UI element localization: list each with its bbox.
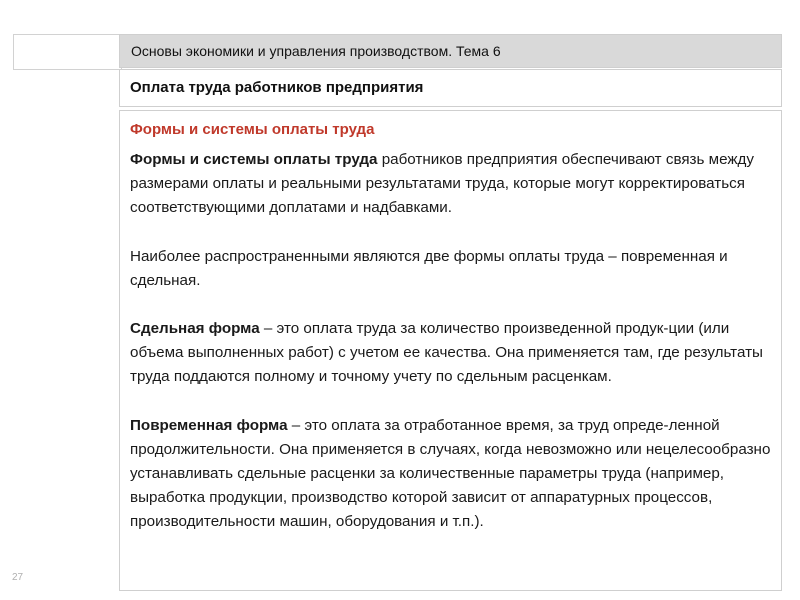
header-bar xyxy=(119,34,782,68)
section-heading: Формы и системы оплаты труда xyxy=(130,121,375,138)
subject-title: Основы экономики и управления производством. Тема 6 xyxy=(131,43,501,59)
corner-box xyxy=(13,34,122,70)
paragraph-piecework xyxy=(130,317,771,390)
content-box xyxy=(119,110,782,591)
paragraph-time-based xyxy=(130,414,771,535)
paragraph-forms-text: Наиболее распространенными являются две формы оплаты труда – повременная и сдельная. xyxy=(130,247,728,289)
paragraph-definition-text: работников предприятия обеспечивают связь между размерами оплаты и реальными результатами труда, которые могут корректироваться соответствующими доплатами и надбавками. xyxy=(130,151,754,217)
page-title: Оплата труда работников предприятия xyxy=(130,79,424,96)
page-number: 27 xyxy=(12,572,24,583)
paragraph-piecework-text: – это оплата труда за количество произведенной продук-ции (или объема выполненных работ) с учетом ее качества. Она применяется там, где результаты труда поддаются полному и точному учету по сдельным расценкам. xyxy=(130,320,763,386)
paragraph-time-based-text: – это оплата за отработанное время, за труд опреде-ленной продолжительности. Она применяется в случаях, когда невозможно или нецелесообразно устанавливать сдельные расценки за количественные параметры труда (например, выработка продукции, производство которой зависит от аппаратурных процессов, производительности машин, оборудования и т.п.). xyxy=(130,416,771,531)
paragraph-piecework-term: Сдельная форма xyxy=(130,320,260,338)
paragraph-forms xyxy=(130,245,771,293)
title-box xyxy=(119,69,782,107)
paragraph-definition-term: Формы и системы оплаты труда xyxy=(130,151,378,168)
paragraph-definition xyxy=(130,148,771,221)
paragraph-time-based-term: Повременная форма xyxy=(130,416,288,434)
